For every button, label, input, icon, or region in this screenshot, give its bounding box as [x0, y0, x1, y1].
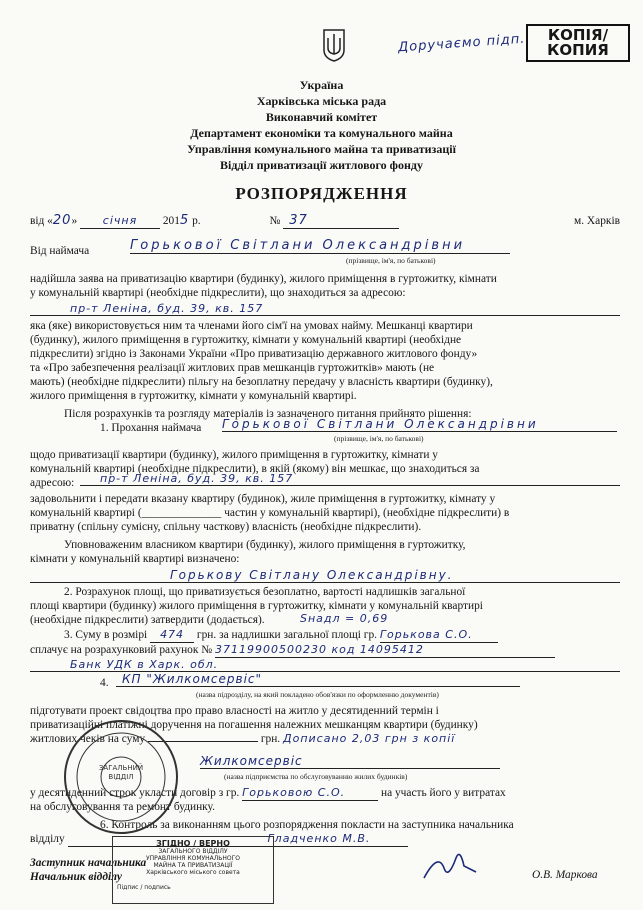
signature-role-2: Начальник відділу — [30, 871, 122, 883]
paragraph-2-line: жилого приміщення в гуртожитку, кімнати у комунальній квартирі. — [30, 390, 357, 402]
paragraph-2-line: мають) (необхідне підкреслити) пільгу на безоплатну передачу у власність квартири (будинку), — [30, 376, 493, 388]
paragraph-7-line: 2. Розрахунок площі, що приватизується безоплатно, вартості надлишків загальної — [64, 586, 466, 598]
header-office: Управління комунального майна та приватизації — [187, 142, 456, 156]
header-country: Україна — [299, 78, 344, 92]
certification-stamp-line: ЗАГАЛЬНОГО ВІДДІЛУ — [158, 848, 228, 855]
certification-stamp-line: Харківського міського совета — [146, 869, 240, 876]
item-3-sum: 474 — [150, 628, 194, 643]
certification-stamp-footer: Підпис / подпись — [117, 884, 171, 891]
from-name: Горькової Світлани Олександрівни — [130, 238, 510, 254]
certification-stamp-line: МАЙНА ТА ПРИВАТИЗАЦІЇ — [153, 862, 233, 869]
paragraph-5-line: приватну (спільну сумісну, спільну часткову) власність (необхідне підкреслити). — [30, 521, 422, 533]
paragraph-6 — [30, 538, 620, 566]
signature-icon — [420, 848, 480, 884]
bank-name: Банк УДК в Харк. обл. — [30, 658, 620, 672]
paragraph-10-line: приватизаційні платіжні доручення на погашення належних мешканцям квартири (будинку) — [30, 719, 478, 731]
item-3-line — [64, 628, 620, 643]
date-mid: » — [71, 215, 78, 227]
header-committee: Виконавчий комітет — [265, 110, 378, 124]
item-6-name: Гладченко М.В. — [68, 832, 408, 847]
paragraph-12: на обслуговування та ремонт будинку. — [30, 801, 215, 813]
org-name: Жилкомсервіс — [200, 754, 500, 769]
date-month: січня — [80, 214, 160, 229]
paragraph-6-line: кімнати у комунальній квартирі визначено: — [30, 553, 240, 565]
item-4-caption: (назва підрозділу, на який покладено обов'язки по оформленню документів) — [196, 690, 439, 699]
round-seal-text: ЗАГАЛЬНИЙ ВІДДІЛ — [98, 764, 144, 781]
item-3-mid: грн. за надлишки загальної площі гр. — [196, 629, 377, 641]
copy-stamp — [526, 24, 630, 62]
item-4-value: КП "Жилкомсервіс" — [116, 672, 520, 687]
account-number: 37119900500230 код 14095412 — [215, 643, 555, 658]
item-4-prefix: 4. — [100, 677, 109, 689]
certification-stamp-title: ЗГІДНО / ВЕРНО — [156, 839, 230, 848]
paragraph-6-line: Уповноваженим власником квартири (будинку), жилого приміщення в гуртожитку, — [64, 539, 466, 551]
account-prefix: сплачує на розрахунковий рахунок № — [30, 644, 213, 656]
signature-name: О.В. Маркова — [532, 869, 598, 881]
order-number: 37 — [283, 214, 399, 229]
header-division: Відділ приватизації житлового фонду — [220, 158, 423, 172]
item-5-middle: ти договір з гр. — [166, 787, 240, 799]
item-1-caption: (прізвище, ім'я, по батькові) — [334, 434, 424, 443]
header-council: Харківська міська рада — [256, 94, 387, 108]
paragraph-1b: у комунальній квартирі (необхідне підкреслити), що знаходиться за адресою: — [30, 287, 406, 299]
item-3-account-line — [30, 643, 620, 658]
paragraph-5-line: комунальній квартирі (______________ частин у комунальній квартирі), (необхідне підкреслити) в — [30, 507, 510, 519]
item-3-name: Горькова С.О. — [380, 628, 498, 643]
header-department: Департамент економіки та комунального майна — [190, 126, 453, 140]
copy-stamp-line2: КОПИЯ — [547, 41, 609, 59]
top-handwriting: Доручаємо підп. — [397, 31, 526, 56]
certification-stamp-line: УПРАВЛІННЯ КОМУНАЛЬНОГО — [145, 855, 241, 862]
date-line — [30, 214, 620, 232]
item-5-suffix: на участь його у витратах — [380, 787, 506, 799]
number-label: № — [269, 215, 281, 227]
page-title: РОЗПОРЯДЖЕННЯ — [235, 184, 408, 203]
signature-role-1: Заступник начальника — [30, 857, 147, 869]
paragraph-1a: надійшла заява на приватизацію квартири (будинку), жилого приміщення в гуртожитку, кімнати — [30, 273, 497, 285]
paragraph-5-line: задовольнити і передати вказану квартиру (будинок), жиле приміщення в гуртожитку, кімнату у — [30, 493, 496, 505]
org-caption: (назва підприємства по обслуговуванню жилих будинків) — [224, 772, 408, 781]
from-label: Від наймача — [30, 245, 90, 257]
date-prefix: від « — [30, 215, 53, 227]
item-5-name: Горьковою С.О. — [242, 786, 378, 801]
paragraph-7-line: площі квартири (будинку) жилого приміщення в гуртожитку, кімнати у комунальній квартирі — [30, 600, 483, 612]
paragraph-4-line: щодо приватизації квартири (будинку), жилого приміщення в гуртожитку, кімнати у — [30, 449, 438, 461]
area-surplus-note: Sнадл = 0,69 — [300, 612, 389, 625]
paragraph-2-line: (будинку), жилого приміщення в гуртожитку, кімнати у комунальній квартирі (необхідне — [30, 334, 462, 346]
date-year-suffix: р. — [192, 215, 201, 227]
city: м. Харків — [574, 215, 620, 227]
paragraph-7-line: (необхідне підкреслити) затвердити (додається). — [30, 614, 265, 626]
address-2: пр-т Леніна, буд. 39, кв. 157 — [80, 472, 620, 486]
date-day: 20 — [52, 213, 72, 228]
date-year-digit: 5 — [179, 213, 190, 228]
paragraph-2-line: яка (яке) використовується ним та членами його сім'ї на умовах найму. Мешканці квартири — [30, 320, 473, 332]
copy-stamp-line1: КОПІЯ/ — [547, 26, 609, 44]
item-5-prefix: у десятиденний строк уклас — [30, 787, 167, 799]
round-seal — [62, 718, 180, 836]
item-6-prefix: відділу — [30, 833, 65, 845]
paragraph-5 — [30, 492, 620, 534]
paragraph-2-line: підкреслити) згідно із Законами України «Про приватизацію державного житлового фонду» — [30, 348, 478, 360]
certification-stamp — [112, 836, 274, 904]
paragraph-4-line: комунальній квартирі (необхідне підкреслити), в якій (якому) він мешкає, що знаходиться за — [30, 463, 480, 475]
address-label: адресою: — [30, 477, 75, 489]
coat-of-arms-icon — [322, 28, 346, 62]
from-caption: (прізвище, ім'я, по батькові) — [346, 256, 436, 265]
item-1-name: Горькової Світлани Олександрівни — [222, 417, 617, 432]
paragraph-3: Після розрахунків та розгляду матеріалів із зазначеного питання прийнято рішення: — [64, 408, 472, 420]
paragraph-2 — [30, 319, 620, 403]
address-1: пр-т Леніна, буд. 39, кв. 157 — [30, 302, 620, 316]
owner-name: Горькову Світлану Олександрівну. — [30, 568, 620, 583]
paragraph-2-line: та «Про забезпечення реалізації житлових прав мешканців гуртожитків» мають (не — [30, 362, 435, 374]
checks-currency: грн. — [260, 733, 281, 745]
date-year-pre: 201 — [162, 215, 180, 227]
paragraph-10-line: підготувати проект свідоцтва про право власності на житло у десятиденний термін і — [30, 705, 439, 717]
checks-handwriting: Дописано 2,03 грн з копії — [283, 732, 456, 745]
checks-prefix: житлових чеків на суму — [30, 733, 146, 745]
paragraph-13: 6. Контроль за виконанням цього розпорядження покласти на заступника начальника — [100, 819, 514, 831]
item-1-label: 1. Прохання наймача — [100, 422, 202, 434]
item-3-prefix: 3. Суму в розмірі — [64, 629, 148, 641]
